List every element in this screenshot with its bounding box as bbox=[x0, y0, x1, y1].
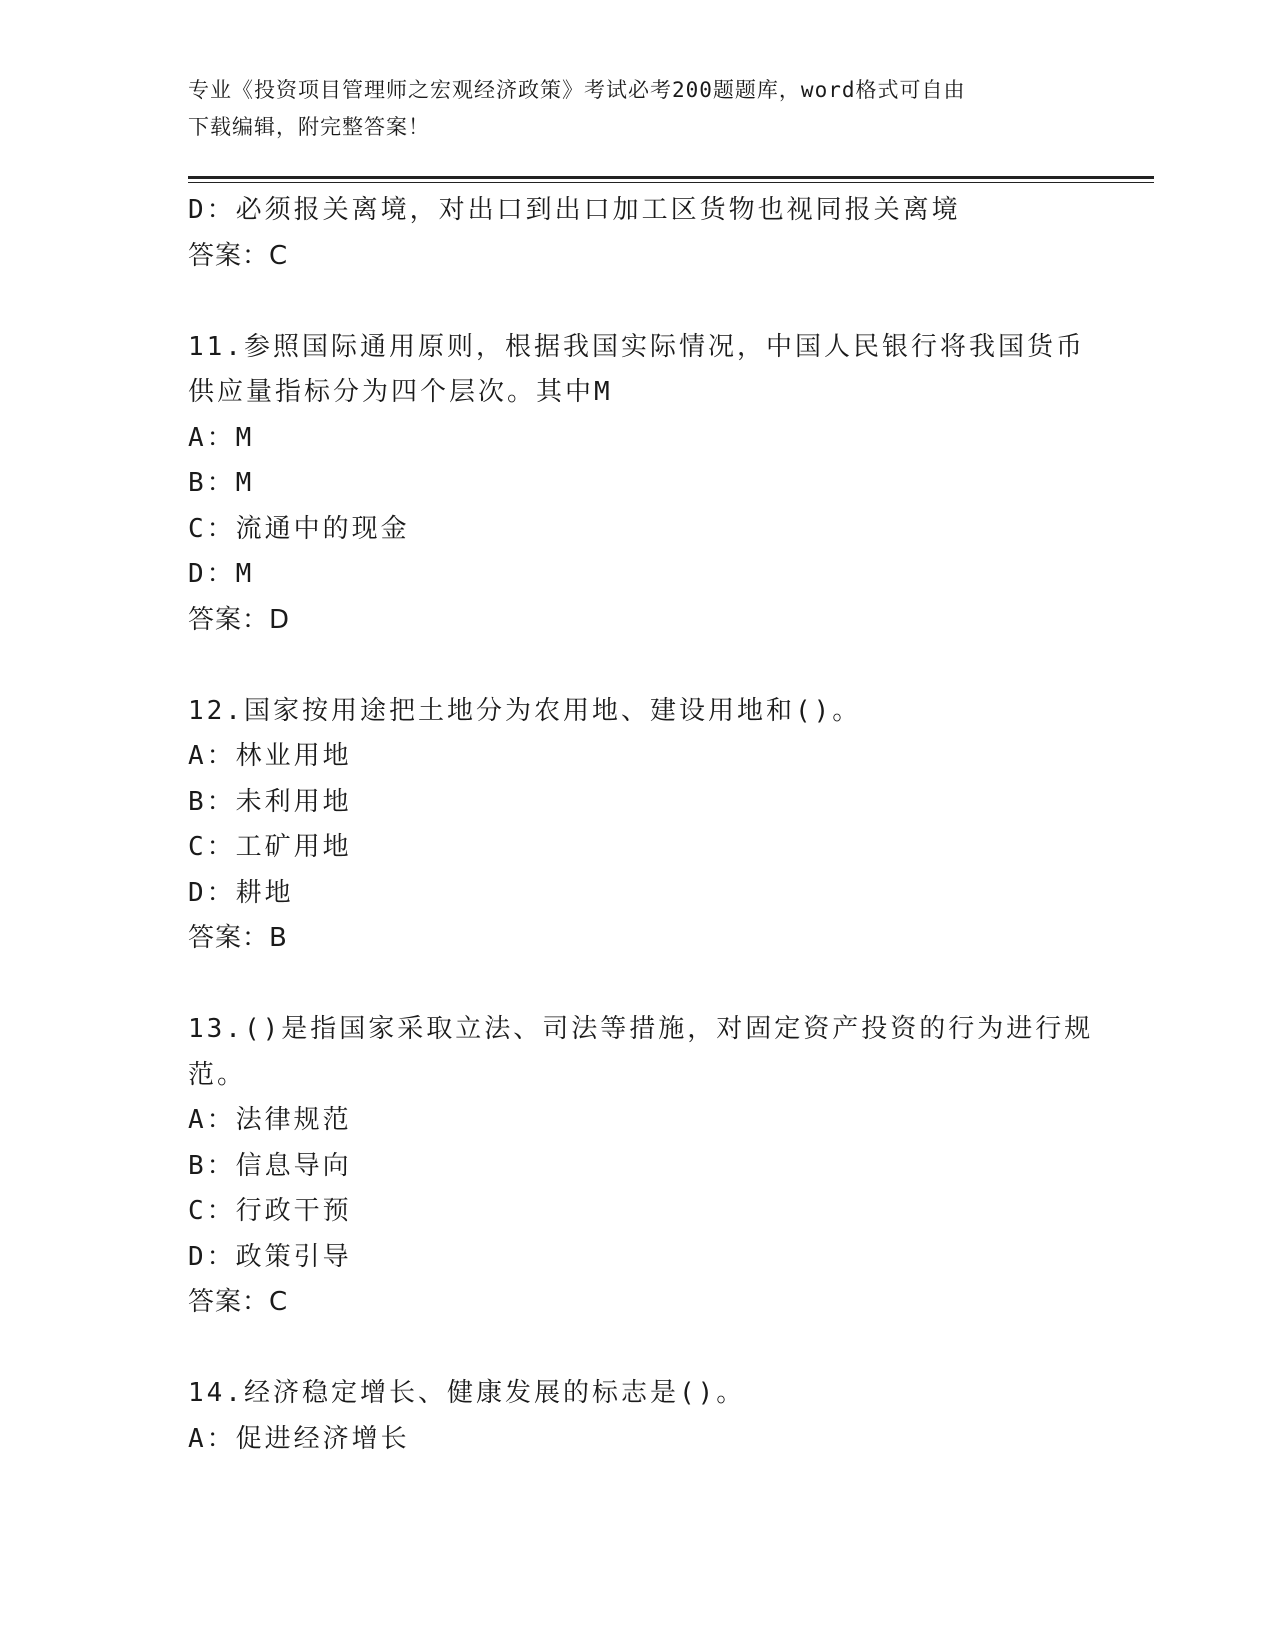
header-rule-thick bbox=[188, 176, 1154, 179]
header-line-2: 下载编辑，附完整答案！ bbox=[188, 115, 430, 139]
spacer bbox=[188, 1326, 1088, 1372]
option-d: D：政策引导 bbox=[188, 1241, 352, 1272]
answer-line: 答案：C bbox=[188, 1287, 289, 1317]
option-a: A：法律规范 bbox=[188, 1105, 352, 1135]
option-c: C：流通中的现金 bbox=[188, 513, 410, 544]
spacer bbox=[188, 643, 1088, 689]
option-b: B：未利用地 bbox=[188, 786, 352, 817]
question-content bbox=[188, 188, 1094, 1462]
answer-line: 答案：D bbox=[188, 604, 291, 635]
option-a: A：促进经济增长 bbox=[188, 1423, 410, 1454]
question-stem: 14.经济稳定增长、健康发展的标志是()。 bbox=[188, 1378, 746, 1408]
option-b: B：M bbox=[188, 468, 255, 498]
question-block-14 bbox=[188, 1371, 1088, 1462]
option-c: C：工矿用地 bbox=[188, 832, 352, 862]
question-block-13 bbox=[188, 1007, 1094, 1326]
page-header bbox=[188, 72, 1068, 146]
answer-line: 答案：C bbox=[188, 240, 289, 271]
question-stem-continued: 供应量指标分为四个层次。其中M bbox=[188, 377, 613, 407]
question-stem-continued: 范。 bbox=[188, 1059, 247, 1090]
question-block-12 bbox=[188, 689, 1088, 962]
option-d: D：耕地 bbox=[188, 877, 294, 908]
option-d: D：必须报关离境，对出口到出口加工区货物也视同报关离境 bbox=[188, 195, 961, 225]
question-stem: 12.国家按用途把土地分为农用地、建设用地和()。 bbox=[188, 695, 862, 726]
question-stem: 11.参照国际通用原则，根据我国实际情况，中国人民银行将我国货币 bbox=[188, 331, 1085, 362]
answer-line: 答案：B bbox=[188, 923, 288, 953]
spacer bbox=[188, 279, 1088, 325]
spacer bbox=[188, 962, 1088, 1008]
header-line-1: 专业《投资项目管理师之宏观经济政策》考试必考200题题库，word格式可自由 bbox=[188, 78, 966, 102]
option-d: D：M bbox=[188, 559, 255, 589]
option-a: A：林业用地 bbox=[188, 741, 352, 771]
option-c: C：行政干预 bbox=[188, 1196, 352, 1226]
header-rule-thin bbox=[188, 182, 1154, 183]
option-b: B：信息导向 bbox=[188, 1150, 352, 1181]
question-stem: 13.()是指国家采取立法、司法等措施，对固定资产投资的行为进行规 bbox=[188, 1014, 1094, 1044]
option-a: A：M bbox=[188, 422, 255, 453]
question-block-11 bbox=[188, 325, 1088, 644]
